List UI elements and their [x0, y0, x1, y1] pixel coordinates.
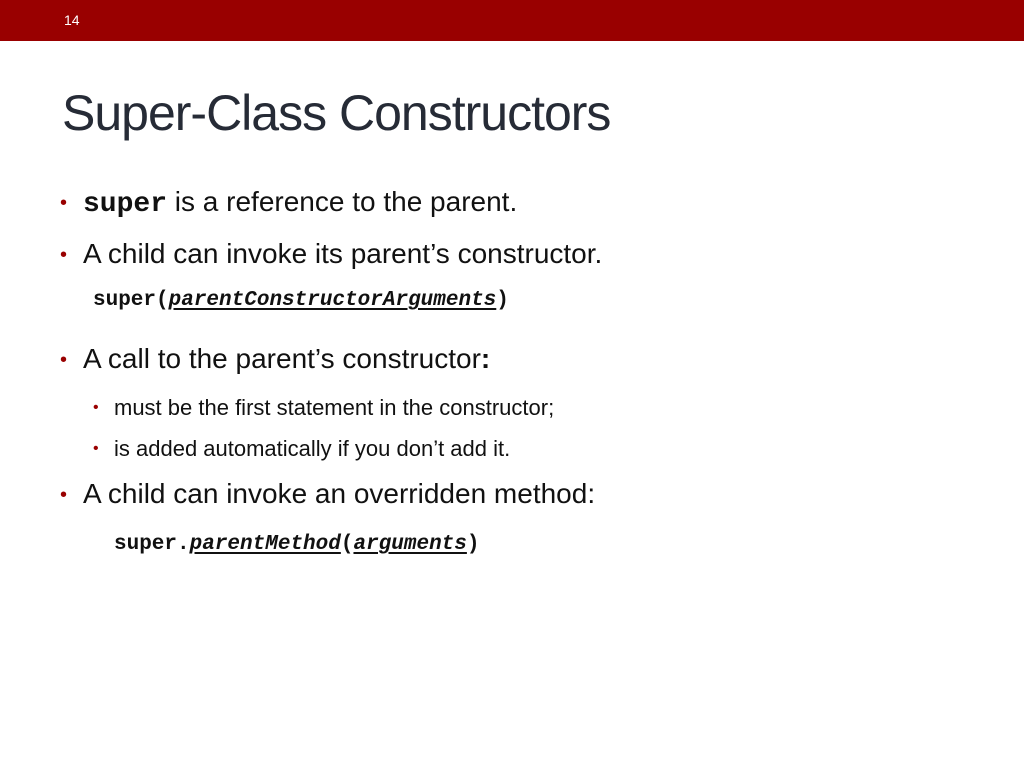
code-super-constructor-call [93, 289, 509, 312]
header-bar [0, 0, 1024, 41]
bullet-marker: • [60, 484, 68, 506]
code-param-constructor-args: parentConstructorArguments [168, 289, 497, 312]
bullet-text: A child can invoke an overridden method: [83, 478, 596, 509]
bullet-marker: • [93, 440, 99, 457]
code-open-paren: ( [340, 533, 354, 556]
bullet-text: A call to the parent’s constructor [83, 343, 481, 374]
bullet-invoke-constructor [60, 238, 603, 270]
sub-bullet-first-statement [93, 395, 555, 421]
code-super-method-call [114, 533, 480, 556]
code-suffix: ) [496, 289, 509, 312]
code-param-arguments: arguments [353, 533, 467, 556]
bullet-call-parent-constructor [60, 343, 491, 375]
bullet-marker: • [93, 399, 99, 416]
bullet-colon: : [480, 343, 491, 374]
slide-number: 14 [64, 12, 80, 28]
sub-bullet-text: must be the first statement in the constructor; [114, 395, 555, 420]
sub-bullet-text: is added automatically if you don’t add it. [114, 436, 511, 461]
bullet-super-reference [60, 186, 518, 220]
bullet-text: is a reference to the parent. [167, 186, 518, 217]
bullet-marker: • [60, 192, 68, 214]
bullet-invoke-overridden-method [60, 478, 596, 510]
sub-bullet-added-automatically [93, 436, 511, 462]
super-keyword: super [83, 189, 168, 220]
code-prefix: super. [114, 533, 190, 556]
bullet-text: A child can invoke its parent’s constructor. [83, 238, 603, 269]
bullet-marker: • [60, 349, 68, 371]
code-prefix: super( [93, 289, 169, 312]
code-close-paren: ) [466, 533, 480, 556]
slide-title: Super-Class Constructors [62, 85, 611, 141]
bullet-marker: • [60, 244, 68, 266]
code-param-parent-method: parentMethod [189, 533, 341, 556]
